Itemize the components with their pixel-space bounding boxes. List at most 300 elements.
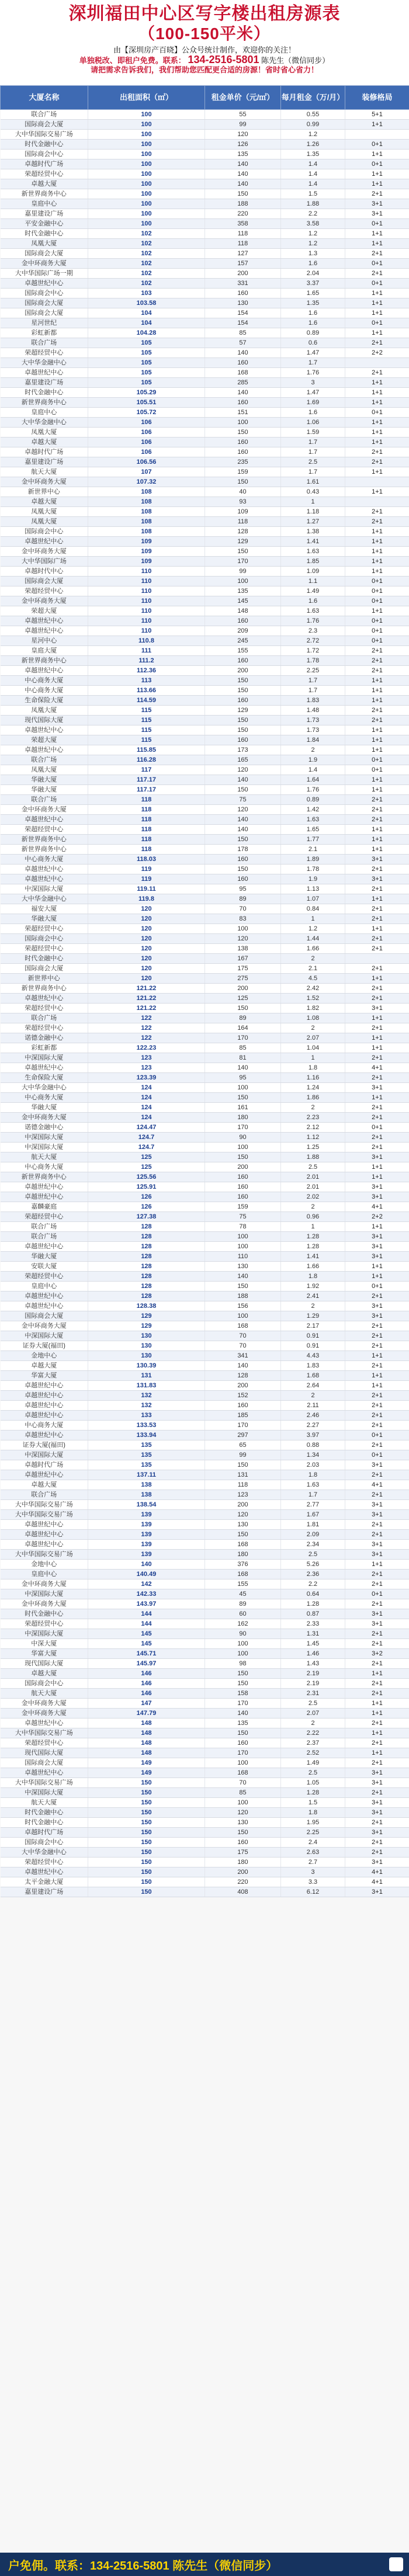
layout-cell: 0+1 [345, 408, 409, 418]
monthly-rent-cell: 1.1 [281, 577, 345, 586]
unit-price-cell: 152 [205, 1391, 281, 1401]
table-row [1, 438, 409, 447]
area-cell: 113.66 [88, 686, 205, 696]
monthly-rent-cell: 1.47 [281, 388, 345, 398]
building-name-cell: 大中华国际广场 [1, 557, 88, 567]
monthly-rent-cell: 1 [281, 1222, 345, 1232]
monthly-rent-cell: 1.05 [281, 1778, 345, 1788]
page-subtitle: （100-150平米） [138, 25, 271, 43]
table-row [1, 1272, 409, 1282]
area-cell: 150 [88, 1808, 205, 1818]
area-cell: 150 [88, 1798, 205, 1808]
unit-price-cell: 118 [205, 517, 281, 527]
monthly-rent-cell: 1.7 [281, 358, 345, 368]
layout-cell [345, 358, 409, 368]
building-name-cell: 卓越时代广场 [1, 159, 88, 169]
layout-cell: 1+1 [345, 835, 409, 845]
area-cell: 147.79 [88, 1709, 205, 1719]
unit-price-cell: 341 [205, 1351, 281, 1361]
monthly-rent-cell: 2 [281, 745, 345, 755]
building-name-cell: 卓越世纪中心 [1, 1192, 88, 1202]
area-cell: 112.36 [88, 666, 205, 676]
monthly-rent-cell: 2.23 [281, 1113, 345, 1123]
building-name-cell: 金中环商务大厦 [1, 1579, 88, 1589]
table-row [1, 944, 409, 954]
building-name-cell: 大中华金融中心 [1, 418, 88, 428]
monthly-rent-cell: 3.3 [281, 1877, 345, 1887]
unit-price-cell: 358 [205, 219, 281, 229]
table-row [1, 577, 409, 586]
table-row [1, 1520, 409, 1530]
area-cell: 110 [88, 596, 205, 606]
intro-line-3: 请把需求告诉我们，我们帮助您匹配更合适的房源！省时省心省力！ [90, 65, 318, 74]
building-name-cell: 航天大厦 [1, 1689, 88, 1699]
table-row [1, 487, 409, 497]
layout-cell: 1+1 [345, 1262, 409, 1272]
unit-price-cell: 120 [205, 805, 281, 815]
monthly-rent-cell: 1.28 [281, 1242, 345, 1252]
table-row [1, 1242, 409, 1252]
monthly-rent-cell: 1.64 [281, 775, 345, 785]
building-name-cell: 卓越世纪中心 [1, 1401, 88, 1411]
table-row [1, 755, 409, 765]
table-row [1, 1262, 409, 1272]
building-name-cell: 福安大厦 [1, 904, 88, 914]
table-row [1, 606, 409, 616]
area-cell: 100 [88, 179, 205, 189]
building-name-cell: 航天大厦 [1, 1152, 88, 1162]
unit-price-cell: 70 [205, 1778, 281, 1788]
monthly-rent-cell: 1.31 [281, 1629, 345, 1639]
layout-cell: 2+1 [345, 1321, 409, 1331]
layout-cell: 3+1 [345, 1152, 409, 1162]
layout-cell: 3+1 [345, 1550, 409, 1560]
table-row [1, 1838, 409, 1848]
monthly-rent-cell: 1.12 [281, 1133, 345, 1143]
area-cell: 127.38 [88, 1212, 205, 1222]
table-row [1, 1659, 409, 1669]
area-cell: 109 [88, 557, 205, 567]
layout-cell: 2+1 [345, 706, 409, 716]
unit-price-cell: 89 [205, 1599, 281, 1609]
monthly-rent-cell: 0.99 [281, 120, 345, 130]
unit-price-cell: 99 [205, 1450, 281, 1460]
layout-cell: 3+1 [345, 1311, 409, 1321]
area-cell: 133.94 [88, 1431, 205, 1440]
building-name-cell: 荣超经贸中心 [1, 348, 88, 358]
area-cell: 125.91 [88, 1182, 205, 1192]
area-cell: 110 [88, 606, 205, 616]
monthly-rent-cell: 1.29 [281, 1311, 345, 1321]
unit-price-cell: 81 [205, 1053, 281, 1063]
unit-price-cell: 170 [205, 1123, 281, 1133]
table-row [1, 517, 409, 527]
table-row [1, 418, 409, 428]
area-cell: 100 [88, 189, 205, 199]
layout-cell: 3+1 [345, 199, 409, 209]
table-row [1, 974, 409, 984]
building-name-cell: 荣超经贸中心 [1, 1004, 88, 1013]
monthly-rent-cell: 1.73 [281, 725, 345, 735]
building-name-cell: 新世界商务中心 [1, 835, 88, 845]
table-row [1, 1560, 409, 1570]
monthly-rent-cell: 1.13 [281, 884, 345, 894]
monthly-rent-cell: 1.28 [281, 1599, 345, 1609]
header-area: 出租面积（㎡） [88, 86, 205, 110]
area-cell: 100 [88, 140, 205, 150]
unit-price-cell: 75 [205, 1212, 281, 1222]
table-row [1, 368, 409, 378]
monthly-rent-cell: 2.09 [281, 1530, 345, 1540]
monthly-rent-cell: 1.2 [281, 239, 345, 249]
monthly-rent-cell: 2.5 [281, 1162, 345, 1172]
table-row [1, 785, 409, 795]
unit-price-cell: 140 [205, 348, 281, 358]
monthly-rent-cell: 2.02 [281, 1192, 345, 1202]
table-row [1, 298, 409, 308]
layout-cell: 0+1 [345, 596, 409, 606]
monthly-rent-cell: 3.37 [281, 279, 345, 289]
monthly-rent-cell: 2.64 [281, 1381, 345, 1391]
table-row [1, 1292, 409, 1301]
area-cell: 128 [88, 1252, 205, 1262]
layout-cell: 2+1 [345, 1679, 409, 1689]
area-cell: 111.2 [88, 656, 205, 666]
unit-price-cell: 130 [205, 1262, 281, 1272]
layout-cell: 3+1 [345, 1887, 409, 1897]
monthly-rent-cell: 1.42 [281, 805, 345, 815]
layout-cell: 2+1 [345, 1719, 409, 1728]
unit-price-cell: 150 [205, 1669, 281, 1679]
building-name-cell: 国际商会大厦 [1, 249, 88, 259]
unit-price-cell: 135 [205, 586, 281, 596]
unit-price-cell: 100 [205, 418, 281, 428]
layout-cell: 2+1 [345, 338, 409, 348]
monthly-rent-cell: 1.59 [281, 428, 345, 438]
building-name-cell: 皇庭中心 [1, 1570, 88, 1579]
table-row [1, 1570, 409, 1579]
table-row [1, 239, 409, 249]
area-cell: 125.56 [88, 1172, 205, 1182]
unit-price-cell: 128 [205, 527, 281, 537]
monthly-rent-cell: 1.08 [281, 1013, 345, 1023]
area-cell: 150 [88, 1877, 205, 1887]
building-name-cell: 卓越世纪中心 [1, 626, 88, 636]
building-name-cell: 中深国际大厦 [1, 1143, 88, 1152]
monthly-rent-cell: 0.64 [281, 1589, 345, 1599]
layout-cell: 1+1 [345, 894, 409, 904]
area-cell: 124.7 [88, 1133, 205, 1143]
unit-price-cell: 157 [205, 259, 281, 269]
monthly-rent-cell: 2.27 [281, 1421, 345, 1431]
area-cell: 150 [88, 1867, 205, 1877]
layout-cell: 3+1 [345, 1083, 409, 1093]
building-name-cell: 大中华国际交易广场 [1, 130, 88, 140]
layout-cell: 2+1 [345, 646, 409, 656]
unit-price-cell: 57 [205, 338, 281, 348]
layout-cell: 2+1 [345, 934, 409, 944]
area-cell: 133.53 [88, 1421, 205, 1431]
contact-phone[interactable]: 134-2516-5801 [188, 54, 259, 65]
monthly-rent-cell: 2.72 [281, 636, 345, 646]
layout-cell: 0+1 [345, 1450, 409, 1460]
area-cell: 145.71 [88, 1649, 205, 1659]
layout-cell: 4+1 [345, 1480, 409, 1490]
layout-cell: 1+1 [345, 1272, 409, 1282]
area-cell: 118 [88, 795, 205, 805]
table-row [1, 1282, 409, 1292]
building-name-cell: 中深国际大厦 [1, 1629, 88, 1639]
area-cell: 122 [88, 1013, 205, 1023]
layout-cell: 3+1 [345, 874, 409, 884]
unit-price-cell: 83 [205, 914, 281, 924]
unit-price-cell: 220 [205, 1877, 281, 1887]
table-row [1, 169, 409, 179]
layout-cell: 3+1 [345, 1828, 409, 1838]
table-row [1, 924, 409, 934]
building-name-cell: 卓越世纪中心 [1, 1063, 88, 1073]
monthly-rent-cell: 1.67 [281, 1510, 345, 1520]
building-name-cell: 中心商务大厦 [1, 1093, 88, 1103]
layout-cell: 2+1 [345, 944, 409, 954]
building-name-cell: 皇庭中心 [1, 199, 88, 209]
monthly-rent-cell: 2.46 [281, 1411, 345, 1421]
unit-price-cell: 170 [205, 1748, 281, 1758]
monthly-rent-cell: 1.5 [281, 1798, 345, 1808]
table-row [1, 1004, 409, 1013]
monthly-rent-cell: 1.4 [281, 765, 345, 775]
monthly-rent-cell: 1.7 [281, 676, 345, 686]
monthly-rent-cell: 2.07 [281, 1033, 345, 1043]
table-row [1, 1232, 409, 1242]
table-row [1, 1709, 409, 1719]
monthly-rent-cell: 2.25 [281, 666, 345, 676]
building-name-cell: 卓越世纪中心 [1, 1301, 88, 1311]
table-row [1, 1738, 409, 1748]
layout-cell: 2+1 [345, 1421, 409, 1431]
monthly-rent-cell: 1.72 [281, 646, 345, 656]
building-name-cell: 大中华金融中心 [1, 1848, 88, 1858]
layout-cell: 3+2 [345, 1649, 409, 1659]
table-row [1, 140, 409, 150]
area-cell: 110 [88, 567, 205, 577]
table-row [1, 1669, 409, 1679]
table-row [1, 1401, 409, 1411]
building-name-cell: 华融大厦 [1, 785, 88, 795]
building-name-cell: 联合广场 [1, 755, 88, 765]
layout-cell: 2+1 [345, 1570, 409, 1579]
table-header [1, 86, 409, 110]
table-row [1, 1828, 409, 1838]
building-name-cell: 新世界商务中心 [1, 398, 88, 408]
monthly-rent-cell: 1.66 [281, 1262, 345, 1272]
table-row [1, 616, 409, 626]
area-cell: 104.28 [88, 328, 205, 338]
layout-cell: 1+1 [345, 150, 409, 159]
unit-price-cell: 126 [205, 140, 281, 150]
layout-cell: 1+1 [345, 388, 409, 398]
intro-line-1: 由【深圳房产百晓】公众号统计制作，欢迎你的关注！ [113, 46, 296, 54]
layout-cell: 2+1 [345, 666, 409, 676]
layout-cell: 2+1 [345, 1848, 409, 1858]
area-cell: 135 [88, 1440, 205, 1450]
unit-price-cell: 168 [205, 368, 281, 378]
unit-price-cell: 138 [205, 944, 281, 954]
building-name-cell: 大中华国际交易广场 [1, 1550, 88, 1560]
layout-cell: 2+1 [345, 914, 409, 924]
building-name-cell: 中深大厦 [1, 1639, 88, 1649]
table-row [1, 527, 409, 537]
table-row [1, 845, 409, 855]
layout-cell: 2+1 [345, 1133, 409, 1143]
layout-cell: 2+1 [345, 1758, 409, 1768]
intro-line-2-prefix: 单独税改、即租户免费。联系： [79, 56, 186, 65]
table-row [1, 1162, 409, 1172]
unit-price-cell: 100 [205, 1232, 281, 1242]
building-name-cell: 卓越时代广场 [1, 1828, 88, 1838]
layout-cell: 2+1 [345, 1411, 409, 1421]
building-name-cell: 金中环商务大厦 [1, 477, 88, 487]
unit-price-cell: 100 [205, 1242, 281, 1252]
layout-cell: 3+1 [345, 1858, 409, 1867]
table-row [1, 656, 409, 666]
layout-cell: 5+1 [345, 110, 409, 120]
table-row [1, 904, 409, 914]
table-row [1, 150, 409, 159]
unit-price-cell: 100 [205, 1311, 281, 1321]
monthly-rent-cell: 1.48 [281, 706, 345, 716]
area-cell: 139 [88, 1520, 205, 1530]
layout-cell: 2+1 [345, 269, 409, 279]
layout-cell: 0+1 [345, 636, 409, 646]
table-row [1, 1252, 409, 1262]
monthly-rent-cell: 2.36 [281, 1570, 345, 1579]
unit-price-cell: 150 [205, 189, 281, 199]
building-name-cell: 卓越世纪中心 [1, 725, 88, 735]
area-cell: 102 [88, 259, 205, 269]
unit-price-cell: 150 [205, 865, 281, 874]
layout-cell: 1+1 [345, 378, 409, 388]
layout-cell: 3+1 [345, 209, 409, 219]
monthly-rent-cell: 2.52 [281, 1748, 345, 1758]
building-name-cell: 荣超经贸中心 [1, 1738, 88, 1748]
table-row [1, 219, 409, 229]
unit-price-cell: 160 [205, 874, 281, 884]
unit-price-cell: 188 [205, 1292, 281, 1301]
table-row [1, 874, 409, 884]
unit-price-cell: 100 [205, 577, 281, 586]
area-cell: 110 [88, 626, 205, 636]
monthly-rent-cell: 1.8 [281, 1272, 345, 1282]
area-cell: 123 [88, 1053, 205, 1063]
qr-icon [389, 2557, 403, 2571]
monthly-rent-cell: 6.12 [281, 1887, 345, 1897]
area-cell: 142.33 [88, 1589, 205, 1599]
building-name-cell: 卓越大厦 [1, 179, 88, 189]
layout-cell: 4+1 [345, 1202, 409, 1212]
table-row [1, 318, 409, 328]
area-cell: 100 [88, 110, 205, 120]
layout-cell: 3+1 [345, 1540, 409, 1550]
area-cell: 145.97 [88, 1659, 205, 1669]
building-name-cell: 联合广场 [1, 1232, 88, 1242]
layout-cell: 3+1 [345, 1232, 409, 1242]
monthly-rent-cell: 1.85 [281, 557, 345, 567]
layout-cell: 2+1 [345, 1073, 409, 1083]
layout-cell: 1+1 [345, 308, 409, 318]
unit-price-cell: 245 [205, 636, 281, 646]
layout-cell: 1+1 [345, 1172, 409, 1182]
table-row [1, 199, 409, 209]
unit-price-cell: 123 [205, 1490, 281, 1500]
table-row [1, 120, 409, 130]
monthly-rent-cell: 1.25 [281, 1143, 345, 1152]
table-row [1, 1073, 409, 1083]
table-row [1, 1629, 409, 1639]
area-cell: 140 [88, 1560, 205, 1570]
monthly-rent-cell: 1.35 [281, 298, 345, 308]
table-row [1, 358, 409, 368]
table-row [1, 666, 409, 676]
unit-price-cell: 200 [205, 1162, 281, 1172]
building-name-cell: 卓越世纪中心 [1, 279, 88, 289]
monthly-rent-cell: 0.89 [281, 328, 345, 338]
table-row [1, 1361, 409, 1371]
area-cell: 102 [88, 279, 205, 289]
layout-cell: 0+1 [345, 626, 409, 636]
header-layout: 装修格局 [345, 86, 409, 110]
layout-cell [345, 497, 409, 507]
building-name-cell: 航天大厦 [1, 467, 88, 477]
unit-price-cell: 100 [205, 1798, 281, 1808]
building-name-cell: 国际商会中心 [1, 1838, 88, 1848]
unit-price-cell: 148 [205, 606, 281, 616]
layout-cell: 1+1 [345, 1669, 409, 1679]
unit-price-cell: 98 [205, 1659, 281, 1669]
unit-price-cell: 150 [205, 725, 281, 735]
building-name-cell: 金地中心 [1, 1560, 88, 1570]
building-name-cell: 中心商务大厦 [1, 1162, 88, 1172]
area-cell: 135 [88, 1460, 205, 1470]
monthly-rent-cell: 1.86 [281, 1093, 345, 1103]
layout-cell: 3+1 [345, 1609, 409, 1619]
unit-price-cell: 160 [205, 616, 281, 626]
monthly-rent-cell: 1.18 [281, 507, 345, 517]
area-cell: 120 [88, 974, 205, 984]
monthly-rent-cell: 1.4 [281, 159, 345, 169]
building-name-cell: 时代金融中心 [1, 229, 88, 239]
building-name-cell: 卓越大厦 [1, 1669, 88, 1679]
layout-cell: 1+1 [345, 1222, 409, 1232]
monthly-rent-cell: 1.47 [281, 348, 345, 358]
unit-price-cell: 140 [205, 815, 281, 825]
table-row [1, 1152, 409, 1162]
building-name-cell: 卓越世纪中心 [1, 1540, 88, 1550]
table-row [1, 1023, 409, 1033]
unit-price-cell: 65 [205, 1440, 281, 1450]
building-name-cell: 时代金融中心 [1, 1808, 88, 1818]
building-name-cell: 现代国际大厦 [1, 1659, 88, 1669]
area-cell: 150 [88, 1788, 205, 1798]
layout-cell: 1+1 [345, 428, 409, 438]
unit-price-cell: 100 [205, 924, 281, 934]
monthly-rent-cell: 1.78 [281, 656, 345, 666]
layout-cell: 1+1 [345, 1381, 409, 1391]
layout-cell: 3+1 [345, 1500, 409, 1510]
building-name-cell: 国际商会中心 [1, 289, 88, 298]
unit-price-cell: 120 [205, 765, 281, 775]
area-cell: 115 [88, 735, 205, 745]
